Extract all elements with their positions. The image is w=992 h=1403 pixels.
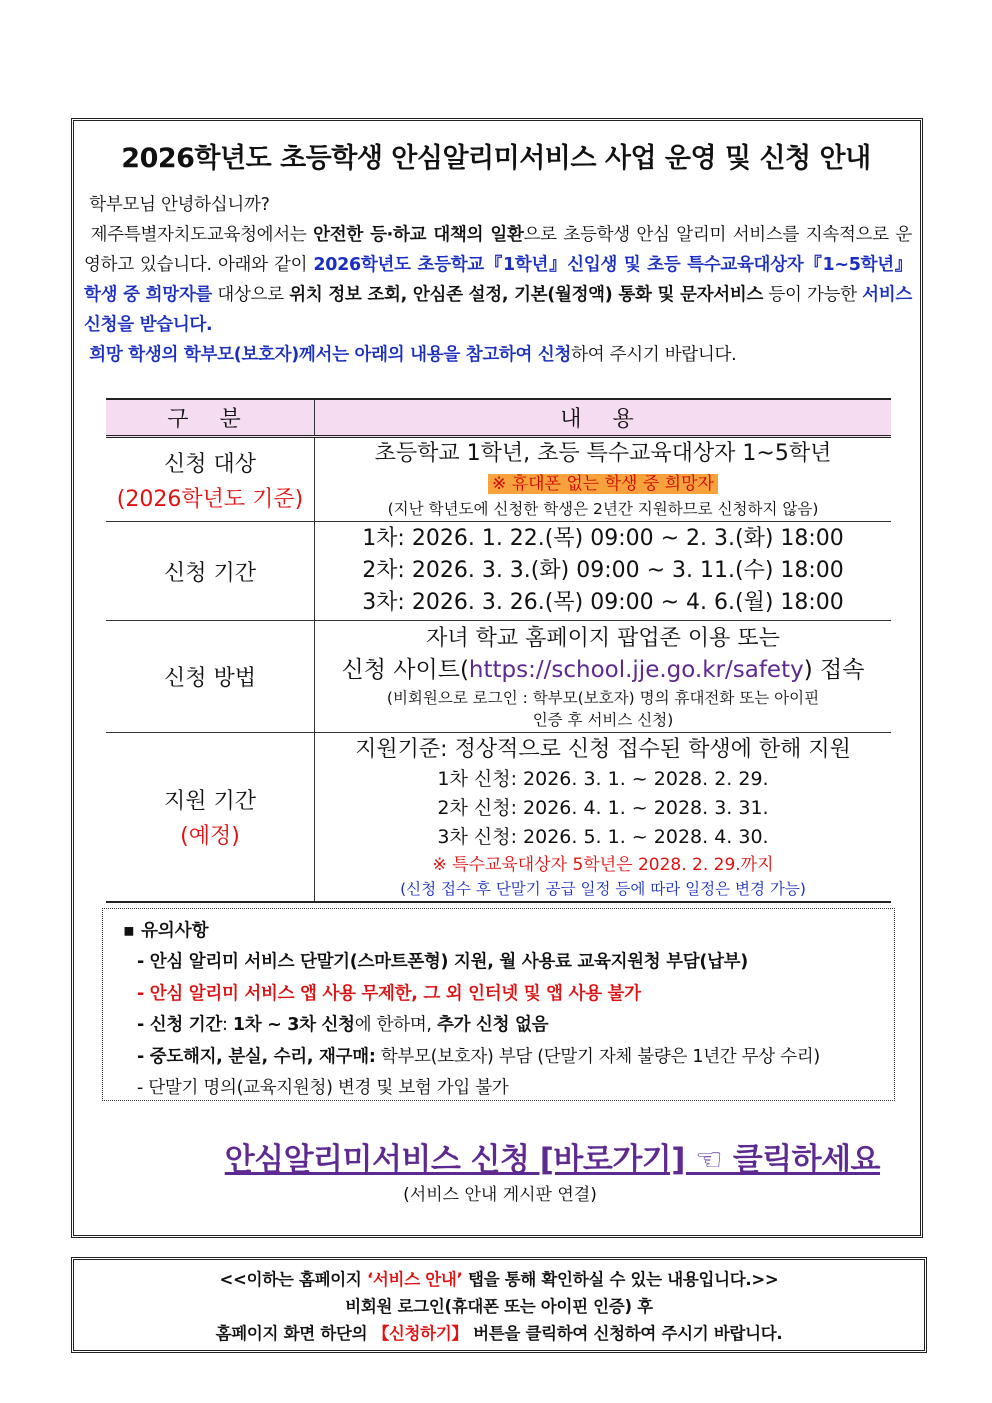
support-round-3: 3차 신청: 2026. 5. 1. ~ 2028. 4. 30. xyxy=(437,826,769,848)
safety-site-link[interactable]: https://school.jje.go.kr/safety xyxy=(468,656,804,683)
bottom-line-1: <<이하는 홈페이지 ‘서비스 안내’ 탭을 통해 확인하실 수 있는 내용입니다.>> xyxy=(219,1270,779,1289)
method-note-2: 인증 후 서비스 신청) xyxy=(532,710,674,729)
table-row-target xyxy=(106,437,891,522)
intro-text xyxy=(84,190,912,370)
notes-heading: ▪ 유의사항 xyxy=(123,921,209,941)
period-schedule xyxy=(362,523,844,619)
note-item-5: - 단말기 명의(교육지원청) 변경 및 보험 가입 불가 xyxy=(137,1078,509,1098)
note-item-1: - 안심 알리미 서비스 단말기(스마트폰형) 지원, 월 사용료 교육지원청 부담(납부) xyxy=(137,952,748,972)
target-sublabel: (2026학년도 기준) xyxy=(116,486,304,512)
intro-paragraph-2: 희망 학생의 학부모(보호자)께서는 아래의 내용을 참고하여 신청하여 주시기 바랍니다. xyxy=(89,345,737,365)
target-note: (지난 학년도에 신청한 학생은 2년간 지원하므로 신청하지 않음) xyxy=(387,500,819,518)
support-label-cell: 지원 기간 (예정) xyxy=(106,733,315,903)
table-row-method xyxy=(106,621,891,733)
greeting: 학부모님 안녕하십니까? xyxy=(89,195,270,215)
method-value-cell xyxy=(315,621,892,733)
method-label: 신청 방법 xyxy=(106,621,315,733)
support-value-cell xyxy=(315,733,892,903)
apply-link-subtext: (서비스 안내 게시판 연결) xyxy=(403,1185,597,1205)
method-line1: 자녀 학교 홈페이지 팝업존 이용 또는 xyxy=(426,625,780,651)
header-content: 내 용 xyxy=(315,399,892,437)
period-label: 신청 기간 xyxy=(106,522,315,621)
support-round-1: 1차 신청: 2026. 3. 1. ~ 2028. 2. 29. xyxy=(437,768,769,790)
method-note-1: (비회원으로 로그인 : 학부모(보호자) 명의 휴대전화 또는 아이핀 xyxy=(386,688,820,707)
support-criteria: 지원기준: 정상적으로 신청 접수된 학생에 한해 지원 xyxy=(355,737,851,762)
bottom-line-3: 홈페이지 화면 하단의 【신청하기】 버튼을 클릭하여 신청하여 주시기 바랍니다. xyxy=(215,1324,783,1343)
period-round-3: 3차: 2026. 3. 26.(목) 09:00 ~ 4. 6.(월) 18:00 xyxy=(362,590,844,615)
target-value-cell xyxy=(315,437,892,522)
period-value-cell xyxy=(315,522,892,621)
page-title: 2026학년도 초등학생 안심알리미서비스 사업 운영 및 신청 안내 xyxy=(121,143,871,174)
period-round-1: 1차: 2026. 1. 22.(목) 09:00 ~ 2. 3.(화) 18:00 xyxy=(362,526,844,551)
table-row-support xyxy=(106,733,891,903)
support-sublabel: (예정) xyxy=(180,824,240,849)
target-label-cell: 신청 대상 (2026학년도 기준) xyxy=(106,437,315,522)
apply-link-button[interactable]: 안심알리미서비스 신청 [바로가기] ☜ 클릭하세요 xyxy=(224,1142,880,1178)
note-item-2: - 안심 알리미 서비스 앱 사용 무제한, 그 외 인터넷 및 앱 사용 불가 xyxy=(137,983,641,1004)
note-item-4: - 중도해지, 분실, 수리, 재구매: 학부모(보호자) 부담 (단말기 자체 불량은 1년간 무상 수리) xyxy=(137,1046,820,1067)
info-table xyxy=(106,398,891,903)
target-highlight: ※ 휴대폰 없는 학생 중 희망자 xyxy=(488,474,718,494)
notes-box xyxy=(102,908,895,1101)
support-note: (신청 접수 후 단말기 공급 일정 등에 따라 일정은 변경 가능) xyxy=(400,880,806,898)
table-header-row xyxy=(106,399,891,437)
header-category: 구 분 xyxy=(106,399,315,437)
support-round-2: 2차 신청: 2026. 4. 1. ~ 2028. 3. 31. xyxy=(437,797,769,819)
method-line2: 신청 사이트(https://school.jje.go.kr/safety) 접속 xyxy=(341,656,865,683)
table-row-period xyxy=(106,522,891,621)
target-line1: 초등학교 1학년, 초등 특수교육대상자 1~5학년 xyxy=(374,441,832,466)
note-item-3: - 신청 기간: 1차 ~ 3차 신청에 한하며, 추가 신청 없음 xyxy=(137,1015,549,1035)
bottom-line-2: 비회원 로그인(휴대폰 또는 아이핀 인증) 후 xyxy=(345,1297,653,1316)
bottom-notice xyxy=(71,1257,927,1353)
intro-paragraph-1: 제주특별자치도교육청에서는 안전한 등·하교 대책의 일환으로 초등학생 안심 알리미 서비스를 지속적으로 운영하고 있습니다. 아래와 같이 2026학년도 초등학교『1학년』신입생 및 초등 특수교육대상자『1~5학년』학생 중 희망자를 대상으로 위치 정보 조회, 안심존 설정, 기본(월정액) 통화 및 문자서비스 등이 가능한 서비스 신청을 받습니다. xyxy=(84,225,912,335)
support-special: ※ 특수교육대상자 5학년은 2028. 2. 29.까지 xyxy=(432,855,774,875)
period-round-2: 2차: 2026. 3. 3.(화) 09:00 ~ 3. 11.(수) 18:00 xyxy=(362,558,844,583)
